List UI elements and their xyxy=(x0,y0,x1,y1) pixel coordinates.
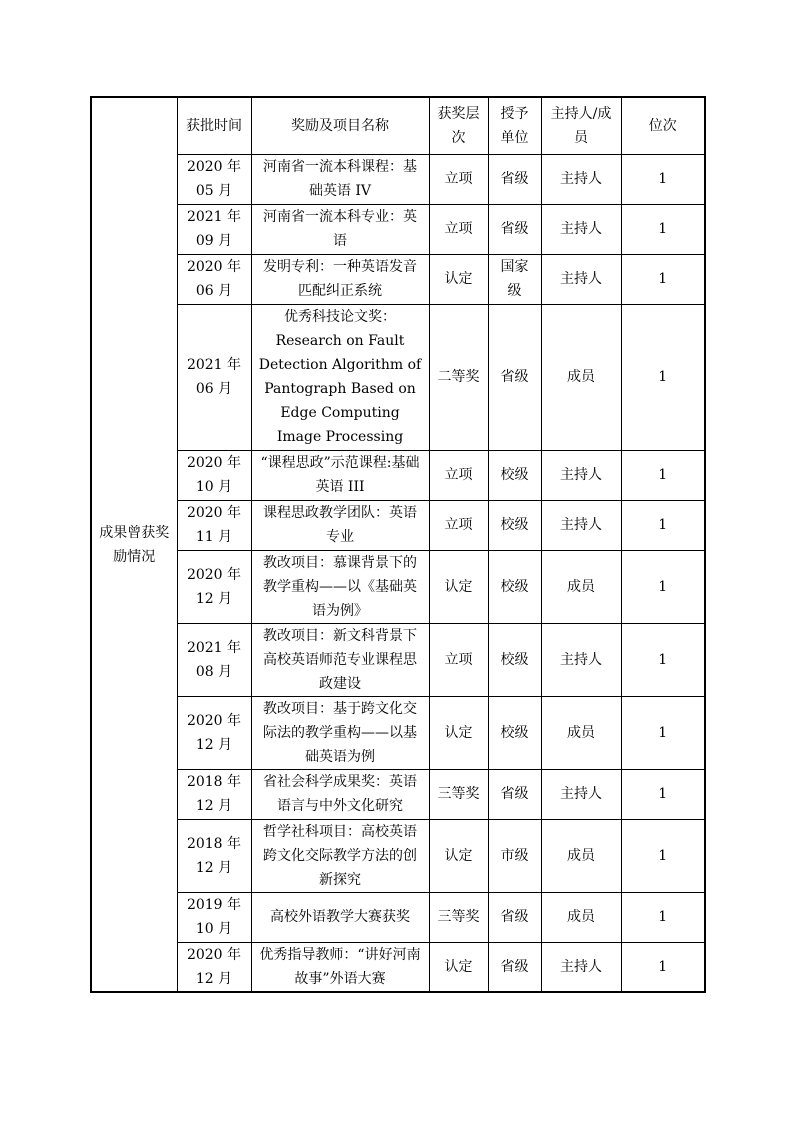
section-label: 成果曾获奖励情况 xyxy=(91,97,177,992)
award-time: 2020 年 12 月 xyxy=(177,550,251,623)
award-unit: 省级 xyxy=(488,304,541,450)
award-role: 主持人 xyxy=(541,623,621,696)
award-name: 发明专利：一种英语发音匹配纠正系统 xyxy=(251,254,429,304)
award-level: 二等奖 xyxy=(429,304,488,450)
award-rank: 1 xyxy=(621,892,705,942)
award-rank: 1 xyxy=(621,500,705,550)
award-role: 成员 xyxy=(541,304,621,450)
table-row xyxy=(91,892,705,942)
header-unit: 授予单位 xyxy=(488,97,541,154)
award-level: 认定 xyxy=(429,942,488,992)
award-unit: 校级 xyxy=(488,500,541,550)
award-time: 2021 年 09 月 xyxy=(177,204,251,254)
award-unit: 省级 xyxy=(488,204,541,254)
award-level: 认定 xyxy=(429,819,488,892)
award-name: 高校外语教学大赛获奖 xyxy=(251,892,429,942)
award-level: 认定 xyxy=(429,696,488,769)
award-time: 2020 年 06 月 xyxy=(177,254,251,304)
header-row xyxy=(91,97,705,154)
award-name: 教改项目：基于跨文化交际法的教学重构——以基础英语为例 xyxy=(251,696,429,769)
table-row xyxy=(91,154,705,204)
header-level: 获奖层次 xyxy=(429,97,488,154)
award-rank: 1 xyxy=(621,550,705,623)
award-name: “课程思政”示范课程:基础英语 III xyxy=(251,450,429,500)
award-unit: 校级 xyxy=(488,450,541,500)
award-name: 课程思政教学团队：英语专业 xyxy=(251,500,429,550)
award-rank: 1 xyxy=(621,769,705,819)
table-row xyxy=(91,204,705,254)
award-table xyxy=(90,96,706,993)
header-role: 主持人/成员 xyxy=(541,97,621,154)
award-role: 成员 xyxy=(541,550,621,623)
table-row xyxy=(91,450,705,500)
award-role: 主持人 xyxy=(541,942,621,992)
award-rank: 1 xyxy=(621,204,705,254)
award-time: 2020 年 11 月 xyxy=(177,500,251,550)
award-level: 认定 xyxy=(429,550,488,623)
award-rank: 1 xyxy=(621,623,705,696)
header-name: 奖励及项目名称 xyxy=(251,97,429,154)
award-time: 2018 年 12 月 xyxy=(177,819,251,892)
award-time: 2021 年 08 月 xyxy=(177,623,251,696)
award-name: 优秀指导教师：“讲好河南故事”外语大赛 xyxy=(251,942,429,992)
award-unit: 校级 xyxy=(488,696,541,769)
award-level: 认定 xyxy=(429,254,488,304)
award-level: 三等奖 xyxy=(429,892,488,942)
award-unit: 省级 xyxy=(488,892,541,942)
award-unit: 校级 xyxy=(488,550,541,623)
award-rank: 1 xyxy=(621,450,705,500)
award-name: 省社会科学成果奖：英语语言与中外文化研究 xyxy=(251,769,429,819)
award-name: 河南省一流本科课程：基础英语 IV xyxy=(251,154,429,204)
award-unit: 省级 xyxy=(488,942,541,992)
award-level: 立项 xyxy=(429,204,488,254)
award-unit: 市级 xyxy=(488,819,541,892)
award-name: 教改项目：慕课背景下的教学重构——以《基础英语为例》 xyxy=(251,550,429,623)
award-rank: 1 xyxy=(621,819,705,892)
table-row xyxy=(91,942,705,992)
award-unit: 省级 xyxy=(488,154,541,204)
header-rank: 位次 xyxy=(621,97,705,154)
award-rank: 1 xyxy=(621,254,705,304)
award-unit: 国家级 xyxy=(488,254,541,304)
award-time: 2018 年 12 月 xyxy=(177,769,251,819)
award-role: 主持人 xyxy=(541,500,621,550)
award-time: 2020 年 10 月 xyxy=(177,450,251,500)
award-time: 2020 年 05 月 xyxy=(177,154,251,204)
award-unit: 校级 xyxy=(488,623,541,696)
table-row xyxy=(91,254,705,304)
award-role: 主持人 xyxy=(541,769,621,819)
award-level: 立项 xyxy=(429,154,488,204)
award-name: 优秀科技论文奖：Research on Fault Detection Algorithm of Pantograph Based on Edge Computing Image Processing xyxy=(251,304,429,450)
award-name: 教改项目：新文科背景下高校英语师范专业课程思政建设 xyxy=(251,623,429,696)
award-rank: 1 xyxy=(621,304,705,450)
award-role: 成员 xyxy=(541,819,621,892)
award-rank: 1 xyxy=(621,154,705,204)
award-rank: 1 xyxy=(621,696,705,769)
award-role: 主持人 xyxy=(541,254,621,304)
header-time: 获批时间 xyxy=(177,97,251,154)
award-name: 哲学社科项目：高校英语跨文化交际教学方法的创新探究 xyxy=(251,819,429,892)
table-row xyxy=(91,696,705,769)
award-unit: 省级 xyxy=(488,769,541,819)
award-time: 2020 年 12 月 xyxy=(177,942,251,992)
award-time: 2021 年 06 月 xyxy=(177,304,251,450)
table-row xyxy=(91,769,705,819)
table-row xyxy=(91,623,705,696)
table-row xyxy=(91,500,705,550)
award-role: 主持人 xyxy=(541,450,621,500)
award-level: 三等奖 xyxy=(429,769,488,819)
table-row xyxy=(91,819,705,892)
award-time: 2020 年 12 月 xyxy=(177,696,251,769)
table-row xyxy=(91,304,705,450)
table-row xyxy=(91,550,705,623)
award-level: 立项 xyxy=(429,500,488,550)
award-role: 成员 xyxy=(541,892,621,942)
award-level: 立项 xyxy=(429,623,488,696)
award-role: 成员 xyxy=(541,696,621,769)
award-role: 主持人 xyxy=(541,204,621,254)
award-rank: 1 xyxy=(621,942,705,992)
award-name: 河南省一流本科专业：英语 xyxy=(251,204,429,254)
award-time: 2019 年 10 月 xyxy=(177,892,251,942)
award-level: 立项 xyxy=(429,450,488,500)
award-role: 主持人 xyxy=(541,154,621,204)
